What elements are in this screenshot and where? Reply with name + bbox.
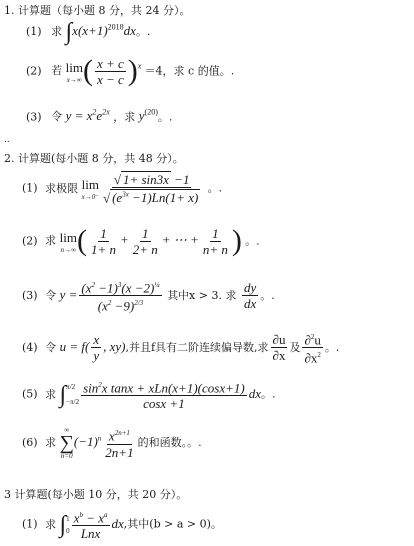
problem-number: (6) bbox=[22, 435, 38, 449]
problem-verb: 求 bbox=[45, 387, 57, 401]
problem-number: (1) bbox=[26, 24, 42, 38]
problem-number: (5) bbox=[22, 387, 38, 401]
problem-2-3: (3) 令 y = $\frac{(x^2 -1)^3(x -2)^{\frac{1}{4}}}{(x^2 -9)^{2/3}}$ 其中x > 3. 求 $\frac{dy}{dx}$ 。. bbox=[22, 278, 275, 314]
problem-verb: 求 bbox=[45, 435, 57, 449]
problem-verb: 求 bbox=[45, 234, 57, 248]
problem-1-1: (1) 求 $\int x(x+1)^{2018}dx$。. bbox=[26, 19, 151, 45]
problem-2-4: (4) 令 u = f( $\frac{x}{y}$ , xy),并且f具有二阶连续偏导数,求 $\frac{\partial u}{\partial x}$ 及 $\frac{\partial^2u}{\partial x^2}$ 。. bbox=[22, 330, 339, 366]
condition-text: ,并且f具有二阶连续偏导数,求 bbox=[125, 340, 269, 354]
problem-number: (2) bbox=[26, 64, 42, 78]
problem-2-6: (6) 求 ∞ ∑ n=0 $(-1)^n$ $\frac{x^{2n+1}}{2n+1}$ 的和函数。。. bbox=[22, 426, 202, 460]
problem-verb: 求 bbox=[51, 24, 63, 38]
integral-expression: ∫ 1 0 $\frac{x^b - x^a}{\text{Lnx}}$ dx bbox=[60, 516, 124, 531]
condition-text: ,其中(b > a > 0)。 bbox=[123, 517, 222, 531]
partial-u-x: $\frac{\partial u}{\partial x}$ bbox=[272, 332, 286, 364]
problem-verb: 令 bbox=[45, 288, 57, 302]
problem-2-5: (5) 求 ∫ π/2 −π/2 $\frac{\sin^2x \tan x + xLn(x+1)(\cos x+1)}{\cos x +1}$ dx。. bbox=[22, 378, 275, 411]
derivative-expression: $\frac{dy}{dx}$ bbox=[243, 280, 257, 312]
limit-expression: lim x→0⁻ $\frac{√ 1+ \sin 3x -1}{√ (e^{3x} -1)Ln(1+ x)}$ bbox=[81, 172, 199, 206]
partial-u-xx: $\frac{\partial^2u}{\partial x^2}$ bbox=[300, 339, 324, 354]
integral-expression: $\int x(x+1)^{2018}dx$ bbox=[65, 19, 136, 45]
condition-text: ＝4，求 c 的值。. bbox=[144, 64, 235, 78]
problem-verb: 求 bbox=[45, 517, 57, 531]
problem-number: (3) bbox=[22, 288, 38, 302]
problem-verb: 令 bbox=[51, 110, 63, 124]
problem-verb: 若 bbox=[51, 64, 63, 78]
problem-number: (1) bbox=[22, 181, 38, 195]
section-1-title: 1. 计算题（每小题 8 分，共 24 分）。 bbox=[4, 4, 191, 17]
and-text: 及 bbox=[289, 340, 301, 354]
function-definition: y = $\frac{(x^2 -1)^3(x -2)^{\frac{1}{4}}}{(x^2 -9)^{2/3}}$ bbox=[60, 287, 164, 302]
problem-number: (1) bbox=[22, 517, 38, 531]
function-definition: u = f( $\frac{x}{y}$ , xy) bbox=[59, 332, 126, 364]
condition-text: 的和函数。 bbox=[137, 435, 188, 449]
problem-1-2 bbox=[26, 56, 234, 87]
problem-2-1: (1) 求极限 lim x→0⁻ $\frac{√ 1+ \sin 3x -1}{√ (e^{3x} -1)Ln(1+ x)}$ 。. bbox=[22, 172, 223, 206]
condition-text: 其中x > 3. 求 bbox=[167, 288, 237, 302]
problem-number: (3) bbox=[26, 110, 42, 124]
section-3-title: 3 计算题(每小题 10 分，共 20 分）。 bbox=[4, 488, 188, 501]
series-expression: ∞ ∑ n=0 $(-1)^n$ $\frac{x^{2n+1}}{2n+1}$ bbox=[59, 426, 134, 460]
section-2-title: 2. 计算题(每小题 8 分，共 48 分）。 bbox=[4, 152, 184, 165]
problem-2-2: (2) 求 lim n→∞ ( $\frac{1}{1+ n}$ + $\frac{1}{2+ n}$ + ⋯ + $\frac{1}{n+ n}$ ) 。. bbox=[22, 224, 260, 258]
problem-verb: 求极限 bbox=[45, 181, 79, 195]
problem-1-3: (3) 令 $y = x^2e^{2x}$ ，求 $y^{(20)}$。. bbox=[26, 108, 173, 124]
problem-number: (4) bbox=[22, 340, 38, 354]
problem-number: (2) bbox=[22, 234, 38, 248]
derivative-expression: $y^{(20)}$ bbox=[138, 108, 158, 124]
problem-3-1 bbox=[22, 508, 222, 541]
limit-expression: lim x→∞ ( $\frac{x + c}{x - c}$ )$^x$ bbox=[65, 54, 142, 88]
problem-verb: 令 bbox=[45, 340, 57, 354]
function-definition: $y = x^2e^{2x}$ bbox=[65, 108, 110, 124]
integral-expression: ∫ π/2 −π/2 $\frac{\sin^2x \tan x + xLn(x+1)(\cos x+1)}{\cos x +1}$ dx bbox=[60, 386, 261, 401]
limit-expression: lim n→∞ ( $\frac{1}{1+ n}$ + $\frac{1}{2+ n}$ + ⋯ + $\frac{1}{n+ n}$ ) bbox=[59, 224, 242, 258]
condition-text: ，求 bbox=[113, 110, 136, 124]
